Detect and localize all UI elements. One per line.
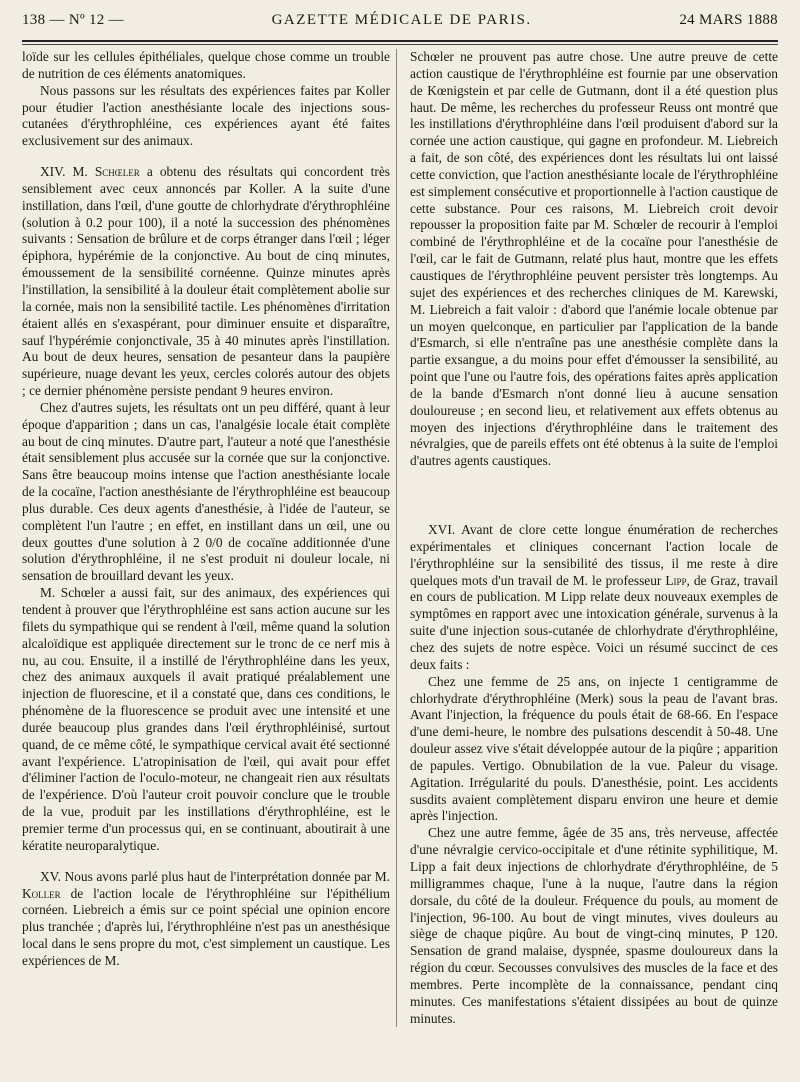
section-xv	[22, 869, 390, 970]
paragraph: Schœler ne prouvent pas autre chose. Une autre preuve de cette action caustique de l'érythrophléine est fournie par une observation de Kœnigstein et par celle de Gutmann, dont il a été question plus haut. De même, les recherches du professeur Reuss ont montré que les instillations d'érythrophléine dans l'œil produisent d'abord sur la cornée une action caustique, qui gagne en profondeur. M. Liebreich a fait, de son côté, des expériences dont les résultats lui ont laissé cette conviction, que l'action anesthésiante locale de l'érythrophléine est simplement consécutive et proportionnelle à l'action caustique de cette substance. Pour ces raisons, M. Liebreich croit devoir repousser la proposition faite par M. Schœler de recourir à l'emploi combiné de l'érythrophléine et de la cocaïne pour l'anesthésie de l'œil, car le fait de Gutmann, relaté plus haut, montre que les effets caustiques de l'érythrophléine peuvent persister très longtemps. Au sujet des expériences et des recherches cliniques de M. Karewski, M. Liebreich a fait valoir : d'abord que l'anémie locale obtenue par un moyen quelconque, en particulier par l'application de la bande d'Esmarch, si elle n'entraîne pas une anesthésie complète dans la partie exsangue, a du moins pour effet d'émousser la sensibilité, au point que l'une ou l'autre fois, des opérations faites après application de la bande d'Esmarch n'ont donné lieu à aucune sensation douloureuse ; en second lieu, et relativement aux effets obtenus au moyen des injections d'érythrophléine dans le traitement des névralgies, que de pareils effets ont été obtenus à la suite de l'emploi d'autres agents caustiques.	[410, 49, 778, 469]
header-rule-thin	[22, 44, 778, 45]
section-text: , de Graz, travail en cours de publication. M Lipp relate deux nouveaux exemples de symptômes en rapport avec une intoxication générale, survenus à la suite d'une injection sous-cutanée de chlorhydrate d'érythrophléine, chez des sujets de notre espèce. Voici un résumé succinct de ces deux faits :	[410, 572, 778, 672]
paragraph: Chez une autre femme, âgée de 35 ans, très nerveuse, affectée d'une névralgie cervico-occipitale et d'une rétinite syphilitique, M. Lipp a fait deux injections de chlorhydrate d'érythrophléine, de 5 milligrammes chaque, l'une à la nuque, l'autre dans la région dorsale, du côté de la douleur. Fréquence du pouls, au moment de l'injection, 96-100. Au bout de vingt minutes, vives douleurs au siège de chaque piqûre. Au bout de vingt-cinq minutes, P 120. Sensation de grand malaise, dyspnée, spasme douloureux dans la région du cœur. Secousses convulsives des muscles de la face et des membres. Perte incomplète de la connaissance, pendant cinq minutes. Ces manifestations s'étaient dissipées au bout de quinze minutes.	[410, 825, 778, 1026]
author-name: Koller	[22, 885, 61, 901]
section-text: de l'action locale de l'érythrophléine sur l'épithélium cornéen. Liebreich a émis sur ce point spécial une opinion encore plus tranchée ; d'après lui, l'érythrophléine n'est pas un anesthésique local dans le sens propre du mot, c'est simplement un caustique. Les expériences de M.	[22, 885, 390, 968]
section-text: a obtenu des résultats qui concordent très sensiblement avec ceux annoncés par Koller. A la suite d'une instillation, dans l'œil, d'une goutte de chlorhydrate d'érythrophléine (solution à 0.2 pour 100), il a noté la succession des phénomènes suivants : Sensation de brûlure et de corps étranger dans l'œil ; léger épiphora, hypérémie de la conjonctive. Au bout de cinq minutes, émoussement de la sensibilité cornéenne. Quinze minutes après l'instillation, la sensibilité à la douleur était complètement abolie sur la cornée, mais non la sensibilité tactile. Les phénomènes d'irritation étaient allés en s'exaspérant, pour diminuer ensuite et disparaître, sauf l'hypérémie conjonctivale, 35 à 40 minutes après l'instillation. Au bout de deux heures, sensation de pesanteur dans la paupière supérieure, nuage devant les yeux, cercles colorés autour des objets ; ce dernier phénomène persiste pendant 9 heures environ.	[22, 164, 391, 399]
section-xvi	[410, 522, 778, 674]
page-number: 138	[22, 12, 46, 28]
paragraph: Chez une femme de 25 ans, on injecte 1 centigramme de chlorhydrate d'érythrophléine (Merk) sous la peau de l'avant bras. Avant l'injection, la fréquence du pouls était de 68-66. En l'espace d'une demi-heure, le nombre des pulsations descendit à 50-48. Une douleur assez vive s'était développée autour de la piqûre ; apparition de papules. Vertigo. Obnubilation de la vue. Paleur du visage. Agitation. Irrégularité du pouls. D'anesthésie, point. Les accidents susdits avaient complètement disparu environ une heure et demie après l'injection.	[410, 673, 778, 824]
author-name: Schœler	[94, 164, 140, 180]
section-lead: XVI. Avant de clore cette longue énumération de recherches expérimentales et cliniques concernant l'action locale de l'érythrophléine sur la sensibilité des tissus, il me reste à dire quelques mots d'un travail de M. le professeur	[410, 522, 778, 588]
section-lead: XIV. M.	[40, 164, 95, 180]
section-xiv	[22, 164, 390, 400]
right-column	[408, 49, 778, 1027]
header-rule	[22, 40, 778, 42]
page-header	[22, 12, 778, 34]
author-name: Lipp	[665, 572, 687, 588]
section-lead: XV. Nous avons parlé plus haut de l'interprétation donnée par M.	[40, 868, 390, 884]
paragraph: M. Schœler a aussi fait, sur des animaux, des expériences qui tendent à prouver que l'érythrophléine est sans action aucune sur les filets du sympathique qui se rendent à l'œil, même quand la solution alcaloïdique est appliquée directement sur le tronc de ce nerf mis à nu, au cou. Ensuite, il a instillé de l'érythrophléine dans les yeux, chez des animaux auxquels il avait pratiqué préalablement une injection de fluorescine, et il a constaté que, dans ces conditions, le phénomène de la fluorescence se produit avec une intensité et une durée beaucoup plus grandes dans l'œil érythrophléinisé, surtout quand, de ce même côté, le sympathique cervical avait été sectionné avant l'expérience. L'atropinisation de l'œil, qui avait pour effet d'éliminer l'action de l'oculo-moteur, ne changeait rien aux résultats de l'expérience. D'où l'auteur croit pouvoir conclure que le trouble de la vue, produit par les instillations d'érythrophléine, est le premier terme d'un processus qui, en se continuant, aboutirait à une kératite neuroparalytique.	[22, 585, 390, 853]
issue-date: 24 MARS 1888	[679, 12, 778, 28]
paragraph: Nous passons sur les résultats des expériences faites par Koller pour étudier l'action anesthésiante locale des injections sous-cutanées d'érythrophléine, ces expériences ayant été faites exclusivement sur des animaux.	[22, 82, 390, 149]
page-number-and-issue	[22, 12, 124, 29]
column-gap	[410, 470, 778, 522]
article-body	[22, 49, 778, 1027]
journal-title: GAZETTE MÉDICALE DE PARIS.	[271, 12, 532, 28]
issue-number: — Nº 12 —	[49, 12, 124, 28]
paragraph: Chez d'autres sujets, les résultats ont un peu différé, quant à leur époque d'apparition ; dans un cas, l'analgésie locale était complète au bout de cinq minutes. D'autre part, l'auteur a noté que l'anesthésie était sensiblement plus accusée sur la cornée que sur la conjonctive. Sans être beaucoup moins intense que l'action anesthésiante locale de la cocaïne, l'action anesthésiante de l'érythrophléine est beaucoup plus durable. Ces deux agents d'anesthésie, à l'idée de l'auteur, se complètent l'un l'autre ; en effet, en instillant dans un œil, une ou deux gouttes d'une solution à 2 0/0 de cocaïne additionnée d'une solution d'érythrophléine, il ne s'est produit ni douleur locale, ni sensation de brouillard devant les yeux.	[22, 399, 390, 584]
left-column	[22, 49, 397, 1027]
paragraph: loïde sur les cellules épithéliales, quelque chose comme un trouble de nutrition de ces éléments anatomiques.	[22, 49, 390, 81]
